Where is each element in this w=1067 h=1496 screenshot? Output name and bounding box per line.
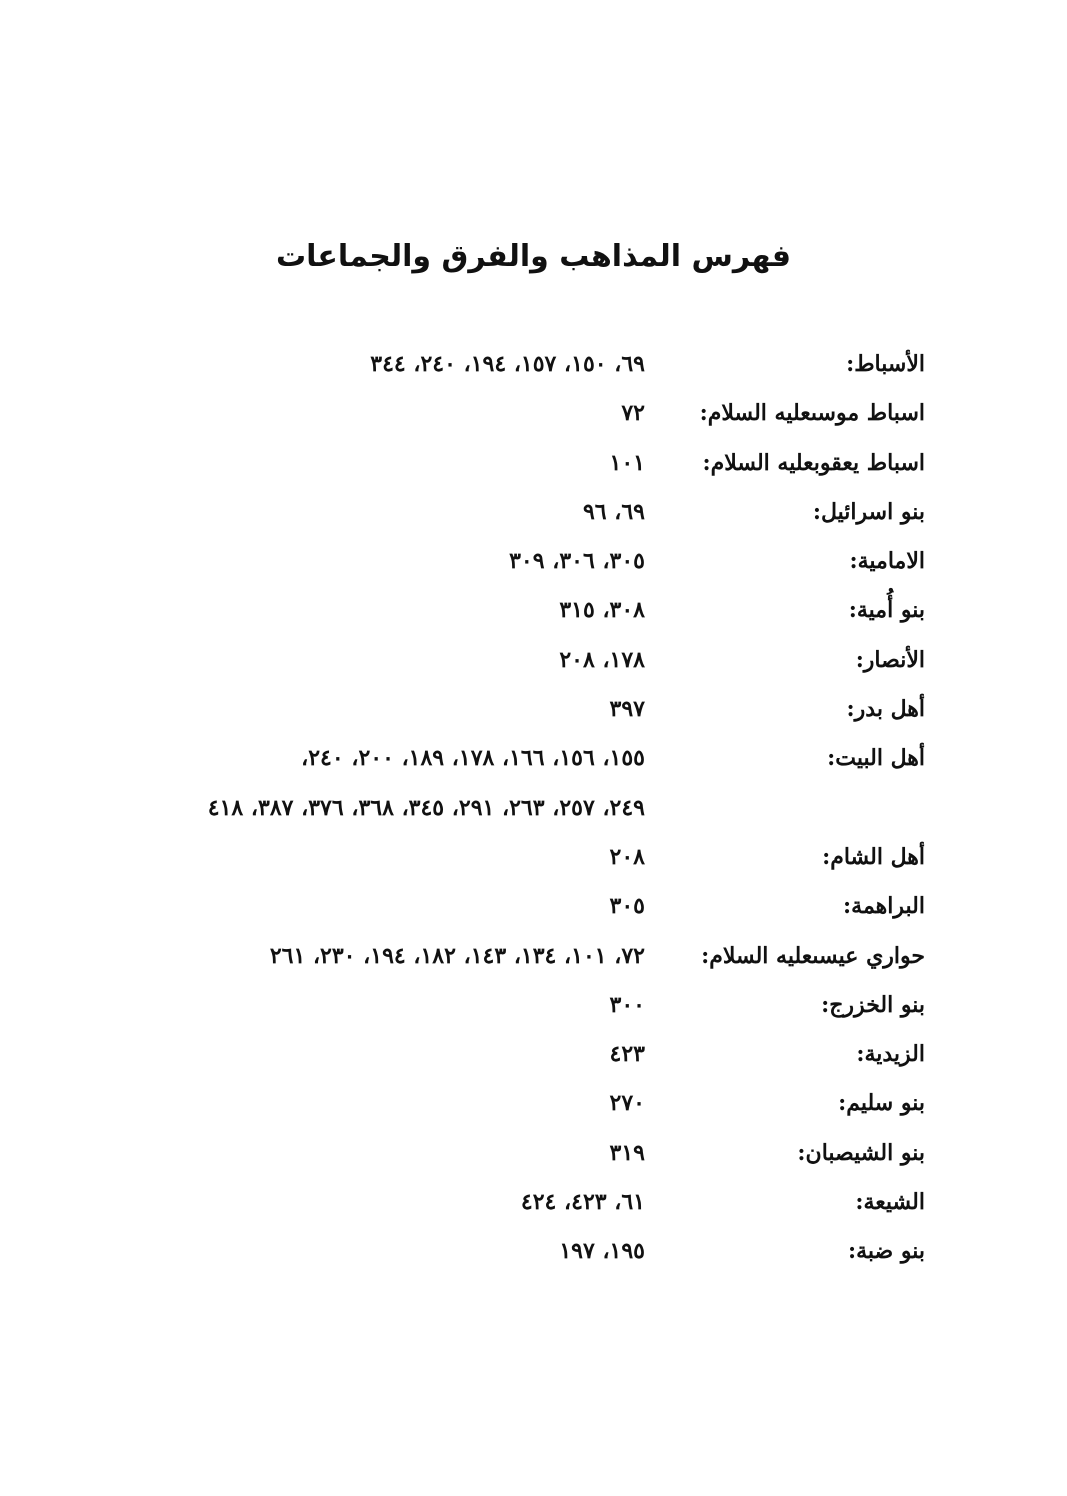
index-term: اسباط يعقوبعليه السلام: [702, 449, 925, 476]
index-entry [140, 736, 925, 785]
index-entry [140, 1229, 925, 1278]
index-entry [140, 539, 925, 588]
index-pages: ٣٠٠ [609, 991, 645, 1018]
index-entry [140, 1081, 925, 1130]
index-pages: ٣٠٨، ٣١٥ [559, 597, 645, 624]
index-pages: ٢٠٨ [609, 843, 645, 870]
index-pages: ٣٩٧ [609, 696, 645, 723]
index-pages: ١٧٨، ٢٠٨ [559, 646, 645, 673]
index-entry [140, 687, 925, 736]
index-pages: ٦٩، ٩٦ [582, 498, 645, 525]
index-entry [140, 391, 925, 440]
index-pages: ٦٩، ١٥٠، ١٥٧، ١٩٤، ٢٤٠، ٣٤٤ [370, 351, 645, 377]
index-term: الشيعة: [855, 1189, 925, 1216]
index-list [140, 342, 925, 1279]
index-pages: ٦١، ٤٢٣، ٤٢٤ [520, 1189, 645, 1216]
index-term: الأنصار: [855, 646, 925, 673]
index-entry [140, 638, 925, 687]
index-term: حواري عيسىعليه السلام: [701, 942, 925, 969]
index-term: اسباط موسىعليه السلام: [699, 400, 925, 427]
index-term: بنو أُمية: [848, 597, 925, 624]
index-entry [140, 490, 925, 539]
index-pages: ١٠١ [609, 449, 645, 476]
index-pages: ٣٠٥، ٣٠٦، ٣٠٩ [509, 548, 645, 575]
index-term: البراهمة: [843, 893, 925, 920]
index-entry [140, 441, 925, 490]
index-pages: ٢٧٠ [609, 1090, 645, 1117]
index-pages: ٣١٩ [609, 1139, 645, 1166]
index-term: أهل بدر: [846, 696, 925, 723]
index-term: أهل البيت: [827, 745, 925, 772]
index-entry [140, 884, 925, 933]
index-term: بنو سليم: [838, 1090, 925, 1117]
index-term: أهل الشام: [822, 843, 925, 870]
index-entry [140, 934, 925, 983]
index-pages: ٣٠٥ [609, 893, 645, 920]
index-term: بنو ضبة: [847, 1238, 925, 1265]
index-entry-continuation [140, 786, 925, 835]
index-entry [140, 1032, 925, 1081]
index-entry [140, 983, 925, 1032]
index-entry [140, 1180, 925, 1229]
index-term: الزيدية: [856, 1041, 925, 1068]
index-entry [140, 835, 925, 884]
index-pages: ١٥٥، ١٥٦، ١٦٦، ١٧٨، ١٨٩، ٢٠٠، ٢٤٠، [301, 745, 645, 772]
index-entry [140, 342, 925, 391]
index-pages: ٧٢ [621, 400, 645, 427]
index-pages: ٧٢، ١٠١، ١٣٤، ١٤٣، ١٨٢، ١٩٤، ٢٣٠، ٢٦١ [269, 942, 645, 969]
index-term: بنو الشيصبان: [797, 1139, 925, 1166]
index-pages: ١٩٥، ١٩٧ [559, 1238, 645, 1265]
index-pages: ٢٤٩، ٢٥٧، ٢٦٣، ٢٩١، ٣٤٥، ٣٦٨، ٣٧٦، ٣٨٧، ٤١٨ [207, 794, 645, 821]
index-entry [140, 588, 925, 637]
index-entry [140, 1131, 925, 1180]
index-pages: ٤٢٣ [609, 1041, 645, 1068]
index-term: بنو الخزرج: [821, 991, 925, 1018]
index-term: الامامية: [849, 548, 925, 575]
page-title: فهرس المذاهب والفرق والجماعات [275, 239, 792, 274]
index-term: الأسباط: [846, 351, 925, 377]
index-term: بنو اسرائيل: [812, 498, 925, 525]
